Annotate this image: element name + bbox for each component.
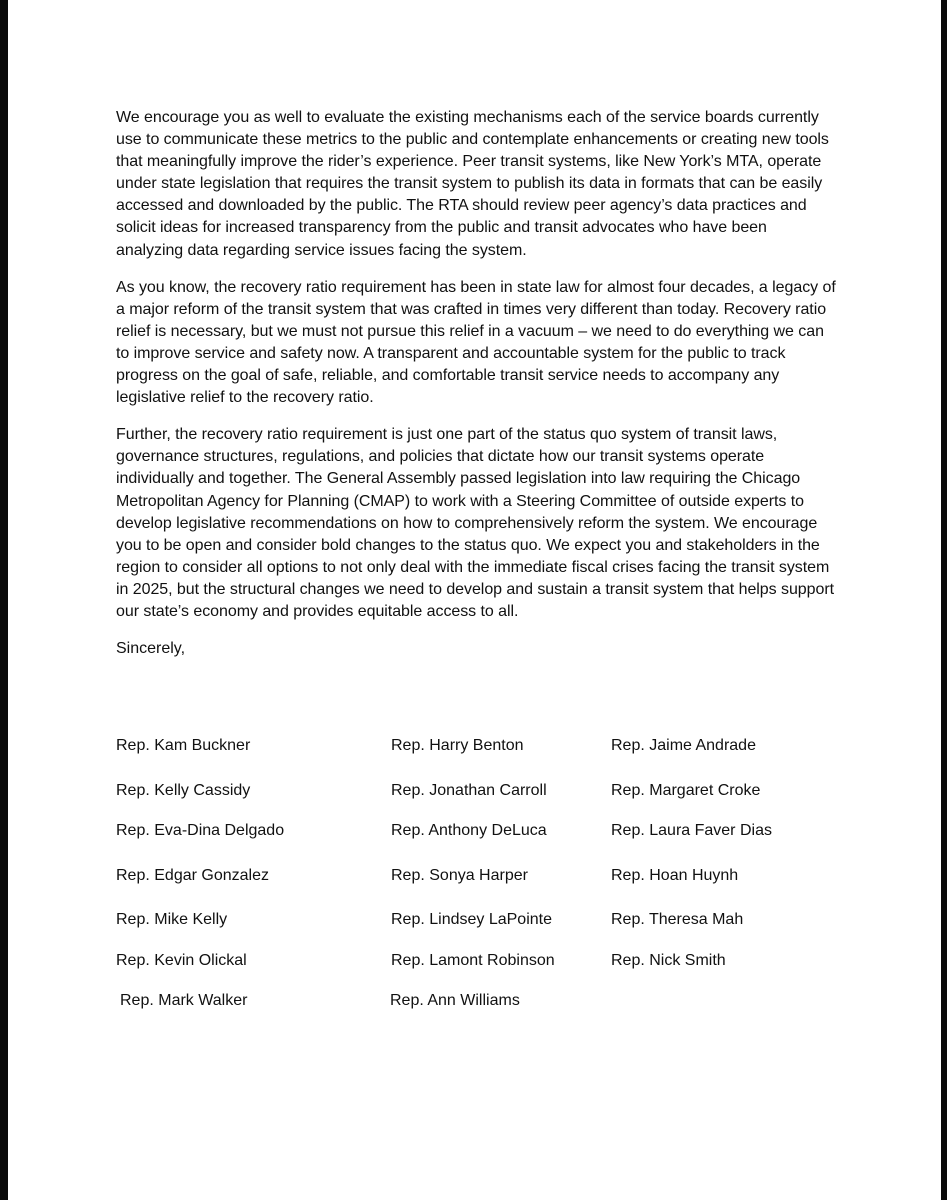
closing-salutation: Sincerely, [116,640,186,658]
left-frame-edge [0,0,8,1200]
signatory: Rep. Lindsey LaPointe [391,911,552,928]
signatory: Rep. Kam Buckner [116,737,251,754]
signatory: Rep. Edgar Gonzalez [116,867,269,884]
signatory: Rep. Kevin Olickal [116,952,247,969]
right-frame-edge [941,0,947,1200]
signatory: Rep. Margaret Croke [611,782,761,799]
letter-body [116,107,836,660]
signatory: Rep. Sonya Harper [391,867,528,884]
signatory: Rep. Harry Benton [391,737,524,754]
signatory: Rep. Mark Walker [120,992,248,1009]
signatory: Rep. Mike Kelly [116,911,228,928]
signatory: Rep. Hoan Huynh [611,867,739,884]
signatory: Rep. Laura Faver Dias [611,822,772,839]
paragraph-transparency: We encourage you as well to evaluate the existing mechanisms each of the service boards currently use to communicate these metrics to the public and contemplate enhancements or creating new tools that meaningfully improve the rider’s experience. Peer transit systems, like New York’s MTA, operate under state legislation that requires the transit system to publish its data in formats that can be easily accessed and downloaded by the public. The RTA should review peer agency’s data practices and solicit ideas for increased transparency from the public and transit advocates who have been analyzing data regarding service issues facing the system. [116,109,829,259]
paragraph-reform: Further, the recovery ratio requirement is just one part of the status quo system of transit laws, governance structures, regulations, and policies that dictate how our transit systems operate individually and together. The General Assembly passed legislation into law requiring the Chicago Metropolitan Agency for Planning (CMAP) to work with a Steering Committee of outside experts to develop legislative recommendations on how to comprehensively reform the system. We encourage you to be open and consider bold changes to the status quo. We expect you and stakeholders in the region to consider all options to not only deal with the immediate fiscal crises facing the transit system in 2025, but the structural changes we need to develop and sustain a transit system that helps support our state’s economy and provides equitable access to all. [116,426,835,620]
signatory: Rep. Nick Smith [611,952,726,969]
signatory: Rep. Kelly Cassidy [116,782,251,799]
signatory: Rep. Jonathan Carroll [391,782,547,799]
signatory: Rep. Jaime Andrade [611,737,756,754]
signatory: Rep. Lamont Robinson [391,952,555,969]
signatory: Rep. Theresa Mah [611,911,744,928]
signatory: Rep. Ann Williams [390,992,520,1009]
signatory: Rep. Anthony DeLuca [391,822,547,839]
paragraph-recovery-ratio: As you know, the recovery ratio requirement has been in state law for almost four decades, a legacy of a major reform of the transit system that was crafted in times very different than today. Recovery ratio relief is necessary, but we must not pursue this relief in a vacuum – we need to do everything we can to improve service and safety now. A transparent and accountable system for the public to track progress on the goal of safe, reliable, and comfortable transit service needs to accompany any legislative relief to the recovery ratio. [116,278,836,407]
signatory: Rep. Eva-Dina Delgado [116,822,285,839]
